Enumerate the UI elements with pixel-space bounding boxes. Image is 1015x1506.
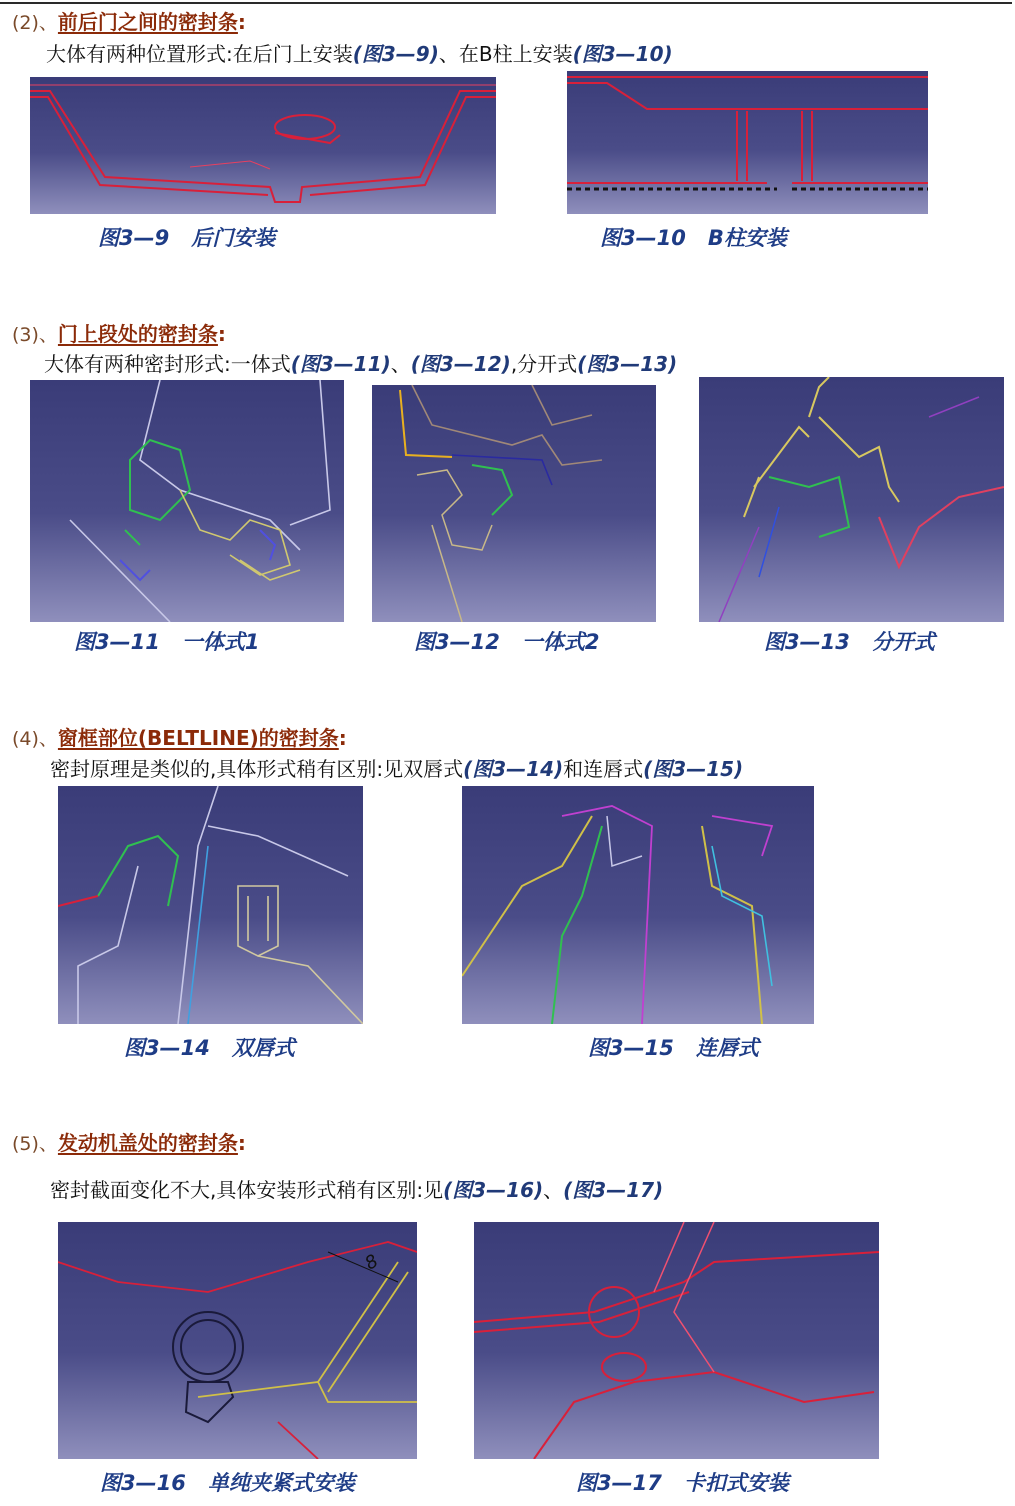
figure-3-10-image <box>567 71 928 214</box>
section-heading-5 <box>12 1127 246 1156</box>
figure-ref: (图3—16) <box>443 1178 544 1202</box>
figure-3-9-image <box>30 77 496 214</box>
figure-ref: (图3—13) <box>577 352 678 376</box>
figure-ref: (图3—9) <box>352 42 439 66</box>
figure-3-9-caption <box>98 222 275 252</box>
top-rule <box>0 2 1012 4</box>
figure-title: 双唇式 <box>231 1036 295 1060</box>
figure-3-16-image <box>58 1222 417 1459</box>
figure-3-15-caption <box>588 1032 759 1062</box>
section-colon: : <box>338 726 347 750</box>
figure-number: 图3—9 <box>98 226 170 250</box>
figure-number: 图3—15 <box>588 1036 674 1060</box>
section-text-3 <box>44 348 677 377</box>
section-heading-2 <box>12 6 246 35</box>
figure-3-13-caption <box>764 626 935 656</box>
figure-number: 图3—16 <box>100 1471 186 1495</box>
figure-title: 单纯夹紧式安装 <box>207 1471 355 1495</box>
section-text-4 <box>50 753 743 782</box>
figure-ref: (图3—10) <box>572 42 673 66</box>
figure-number: 图3—17 <box>576 1471 662 1495</box>
figure-ref: (图3—17) <box>563 1178 664 1202</box>
section-text-2 <box>46 38 673 67</box>
text-run: 密封截面变化不大,具体安装形式稍有区别:见 <box>50 1178 444 1202</box>
section-text-5 <box>50 1174 663 1203</box>
section-title: 发动机盖处的密封条 <box>57 1131 238 1155</box>
section-number: (5)、 <box>12 1133 58 1155</box>
figure-title: 卡扣式安装 <box>683 1471 789 1495</box>
text-run: 大体有两种密封形式:一体式 <box>44 352 291 376</box>
text-run: 、在B柱上安装 <box>438 42 573 66</box>
figure-3-16-caption <box>100 1467 355 1497</box>
figure-number: 图3—10 <box>600 226 686 250</box>
figure-3-17-caption <box>576 1467 789 1497</box>
figure-ref: (图3—12) <box>410 352 511 376</box>
figure-3-13-image <box>699 377 1004 622</box>
figure-title: 一体式2 <box>521 630 600 654</box>
text-run: 密封原理是类似的,具体形式稍有区别:见双唇式 <box>50 757 464 781</box>
section-number: (4)、 <box>12 728 58 750</box>
figure-3-12-caption <box>414 626 599 656</box>
figure-ref: (图3—11) <box>290 352 391 376</box>
dimension-label: 8 <box>361 1250 382 1275</box>
figure-3-12-image <box>372 385 656 622</box>
figure-3-14-caption <box>124 1032 295 1062</box>
section-heading-3 <box>12 318 226 347</box>
figure-3-11-caption <box>74 626 259 656</box>
section-colon: : <box>237 10 246 34</box>
figure-title: 一体式1 <box>181 630 260 654</box>
figure-3-15-image <box>462 786 814 1024</box>
figure-title: B柱安装 <box>707 226 787 250</box>
figure-number: 图3—14 <box>124 1036 210 1060</box>
section-colon: : <box>237 1131 246 1155</box>
figure-ref: (图3—14) <box>463 757 564 781</box>
figure-title: 分开式 <box>871 630 935 654</box>
figure-ref: (图3—15) <box>643 757 744 781</box>
text-run: ,分开式 <box>510 352 578 376</box>
figure-number: 图3—13 <box>764 630 850 654</box>
figure-title: 后门安装 <box>191 226 276 250</box>
section-title: 窗框部位(BELTLINE)的密封条 <box>57 726 339 750</box>
section-title: 前后门之间的密封条 <box>57 10 238 34</box>
figure-3-17-image <box>474 1222 879 1459</box>
figure-3-10-caption <box>600 222 787 252</box>
text-run: 、 <box>390 352 411 376</box>
figure-3-14-image <box>58 786 363 1024</box>
figure-number: 图3—11 <box>74 630 160 654</box>
figure-title: 连唇式 <box>695 1036 759 1060</box>
text-run: 、 <box>543 1178 564 1202</box>
text-run: 大体有两种位置形式:在后门上安装 <box>46 42 353 66</box>
section-number: (3)、 <box>12 324 58 346</box>
figure-number: 图3—12 <box>414 630 500 654</box>
section-colon: : <box>217 322 226 346</box>
text-run: 和连唇式 <box>563 757 644 781</box>
section-number: (2)、 <box>12 12 58 34</box>
section-title: 门上段处的密封条 <box>57 322 218 346</box>
figure-3-11-image <box>30 380 344 622</box>
section-heading-4 <box>12 722 347 751</box>
